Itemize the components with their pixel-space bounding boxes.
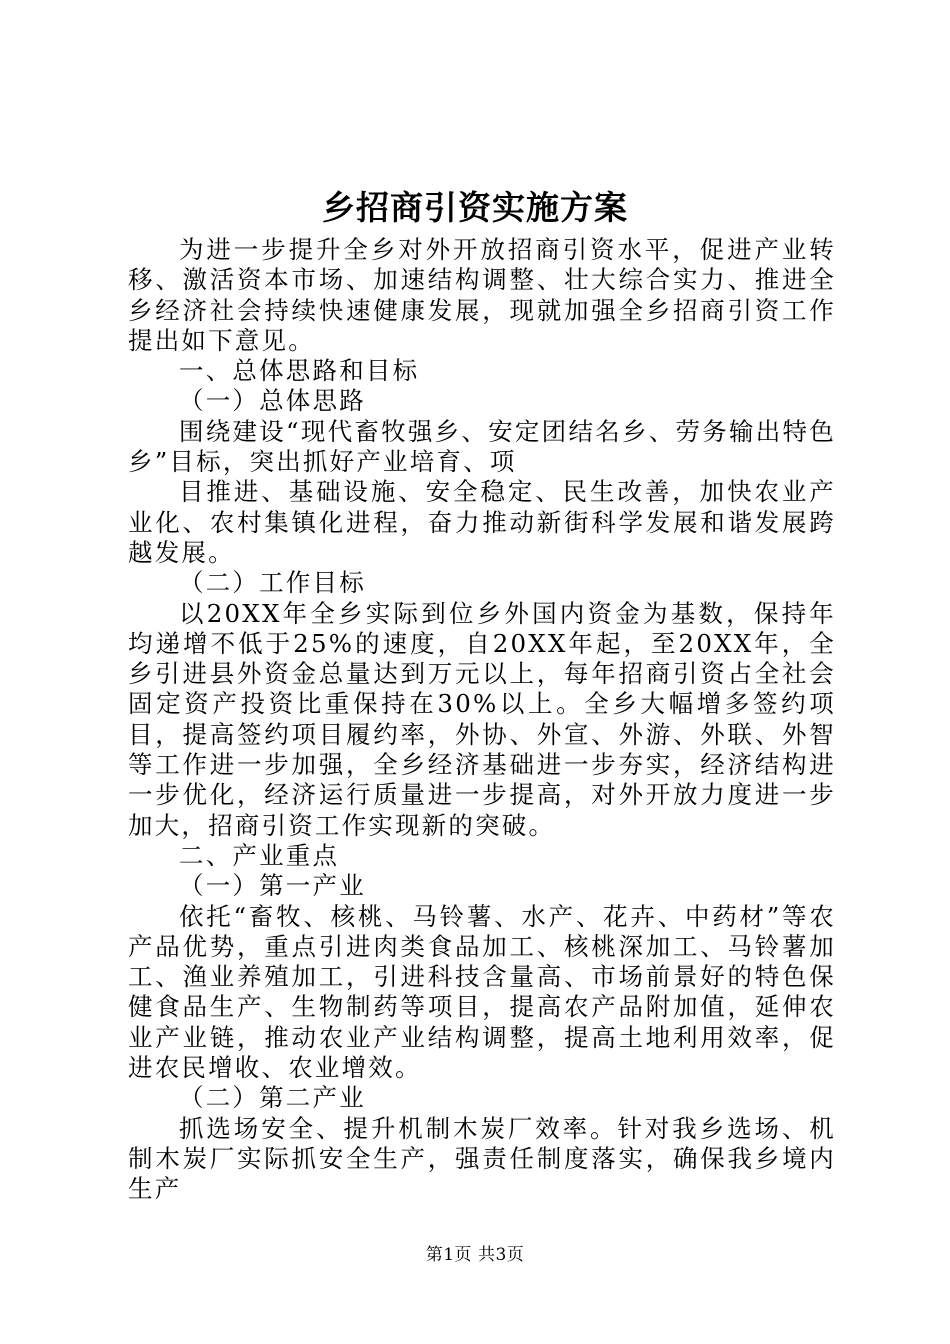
subsection-heading-1-2: （二）工作目标 [179,568,366,598]
paragraph-approach-part1: 围绕建设“现代畜牧强乡、安定团结名乡、劳务输出特色乡”目标，突出抓好产业培育、项 [128,416,836,477]
paragraph-goals: 以20XX年全乡实际到位乡外国内资金为基数，保持年均递增不低于25%的速度，自20XX年起，至20XX年，全乡引进县外资金总量达到万元以上，每年招商引资占全社会固定资产投资比重保持在30%以上。全乡大幅增多签约项目，提高签约项目履约率，外协、外宣、外游、外联、外智等工作进一步加强，全乡经济基础进一步夯实，经济结构进一步优化，经济运行质量进一步提高，对外开放力度进一步加大，招商引资工作实现新的突破。 [128,598,836,840]
paragraph-secondary-industry: 抓选场安全、提升机制木炭厂效率。针对我乡选场、机制木炭厂实际抓安全生产，强责任制度落实，确保我乡境内生产 [128,1113,836,1204]
subsection-heading-2-1: （一）第一产业 [179,871,366,901]
section-heading-2: 二、产业重点 [179,840,340,870]
paragraph-approach-part2: 目推进、基础设施、安全稳定、民生改善，加快农业产业化、农村集镇化进程，奋力推动新街科学发展和谐发展跨越发展。 [128,477,836,567]
page-number-footer: 第1页 共3页 [425,1245,525,1265]
document-body [128,235,836,1205]
section-heading-1: 一、总体思路和目标 [179,356,420,386]
paragraph-intro: 为进一步提升全乡对外开放招商引资水平，促进产业转移、激活资本市场、加速结构调整、壮大综合实力、推进全乡经济社会持续快速健康发展，现就加强全乡招商引资工作提出如下意见。 [128,235,836,355]
paragraph-primary-industry: 依托“畜牧、核桃、马铃薯、水产、花卉、中药材”等农产品优势，重点引进肉类食品加工、核桃深加工、马铃薯加工、渔业养殖加工，引进科技含量高、市场前景好的特色保健食品生产、生物制药等项目，提高农产品附加值，延伸农业产业链，推动农业产业结构调整，提高土地利用效率，促进农民增收、农业增效。 [128,901,836,1083]
subsection-heading-1-1: （一）总体思路 [179,386,366,416]
page-title: 乡招商引资实施方案 [322,188,628,227]
subsection-heading-2-2: （二）第二产业 [179,1083,366,1113]
